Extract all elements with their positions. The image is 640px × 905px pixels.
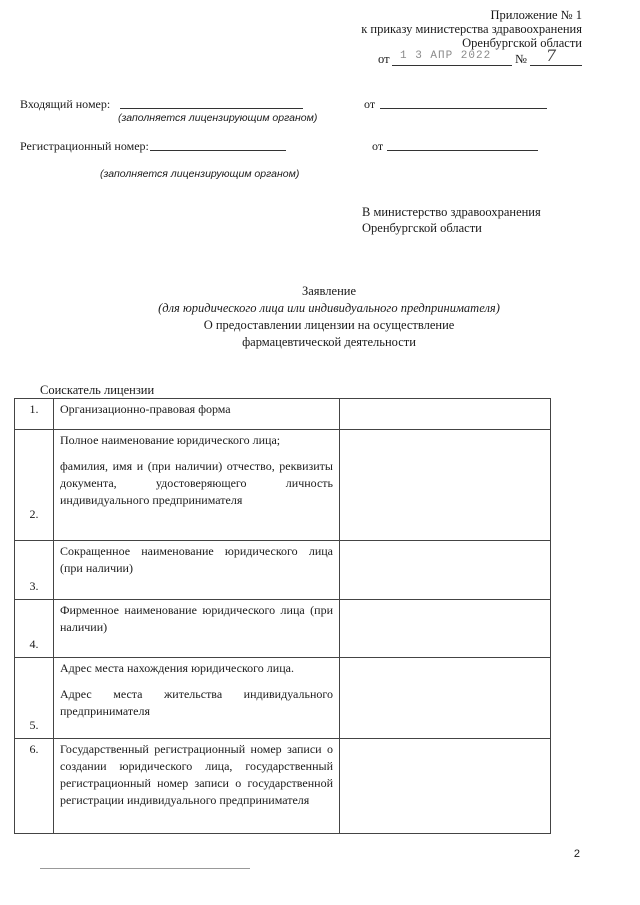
table-row (15, 430, 551, 541)
row-description: Организационно-правовая форма (54, 399, 340, 430)
row-description: Фирменное наименование юридического лица (при наличии) (54, 600, 340, 658)
table-row (15, 658, 551, 739)
row-value-cell[interactable] (340, 600, 551, 658)
table-row (15, 541, 551, 600)
row-value-cell[interactable] (340, 430, 551, 541)
row-number: 2. (15, 430, 54, 541)
order-number-handwritten: 7 (546, 46, 557, 65)
row-number: 1. (15, 399, 54, 430)
title-line-4: фармацевтической деятельности (242, 335, 416, 349)
order-number-label: № (515, 52, 527, 66)
addressee-line-1: В министерство здравоохранения (362, 205, 541, 219)
row-description: Сокращенное наименование юридического лица (при наличии) (54, 541, 340, 600)
document-title (0, 283, 640, 351)
addressee-block (362, 204, 541, 236)
row-number: 5. (15, 658, 54, 739)
row-number: 4. (15, 600, 54, 658)
incoming-number-note: (заполняется лицензирующим органом) (118, 112, 318, 124)
title-line-2: (для юридического лица или индивидуального предпринимателя) (158, 301, 500, 315)
appendix-line-3: Оренбургской области (462, 36, 582, 50)
applicant-label: Соискатель лицензии (40, 383, 155, 397)
addressee-line-2: Оренбургской области (362, 221, 482, 235)
order-number-underline (530, 65, 582, 66)
row-number: 3. (15, 541, 54, 600)
row-value-cell[interactable] (340, 541, 551, 600)
title-line-1: Заявление (301, 284, 356, 298)
order-date-underline (392, 65, 512, 66)
page-number: 2 (573, 848, 580, 860)
appendix-line-1: Приложение № 1 (490, 8, 582, 22)
registration-number-note: (заполняется лицензирующим органом) (100, 168, 300, 180)
table-row (15, 739, 551, 834)
appendix-header (361, 8, 582, 50)
footer-divider (40, 868, 250, 869)
row-description: Адрес места нахождения юридического лица. Адрес места жительства индивидуального предпринимателя (54, 658, 340, 739)
title-line-3: О предоставлении лицензии на осуществление (203, 318, 455, 332)
table-row (15, 600, 551, 658)
row-value-cell[interactable] (340, 739, 551, 834)
registration-date-label: от (372, 139, 384, 153)
incoming-date-field[interactable] (380, 108, 547, 109)
row-number: 6. (15, 739, 54, 834)
incoming-number-label: Входящий номер: (20, 97, 111, 111)
row-description: Полное наименование юридического лица; фамилия, имя и (при наличии) отчество, реквизиты документа, удостоверяющего личность индивидуального предпринимателя (54, 430, 340, 541)
incoming-date-label: от (364, 97, 376, 111)
order-date-number-line (378, 46, 588, 68)
applicant-form-table (14, 398, 551, 834)
table-row (15, 399, 551, 430)
order-date-label: от (378, 52, 390, 66)
row-description: Государственный регистрационный номер записи о создании юридического лица, государственный регистрационный номер записи о государственной регистрации индивидуального предпринимателя (54, 739, 340, 834)
registration-number-field[interactable] (150, 150, 286, 151)
appendix-line-2: к приказу министерства здравоохранения (361, 22, 582, 36)
incoming-number-field[interactable] (120, 108, 303, 109)
row-value-cell[interactable] (340, 658, 551, 739)
registration-date-field[interactable] (387, 150, 538, 151)
row-value-cell[interactable] (340, 399, 551, 430)
registration-number-label: Регистрационный номер: (20, 139, 149, 153)
order-date-stamp: 1 3 АПР 2022 (400, 50, 492, 62)
